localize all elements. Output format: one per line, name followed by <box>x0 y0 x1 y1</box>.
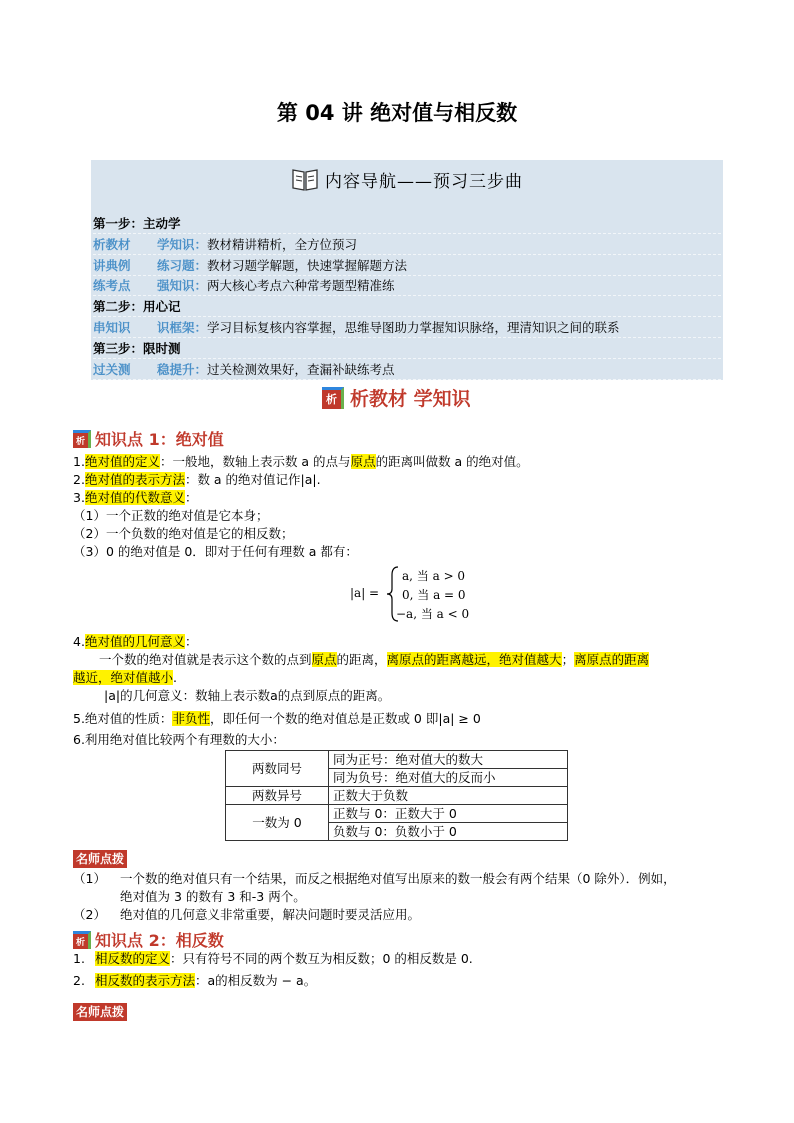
kp1-line-12: 6.利用绝对值比较两个有理数的大小： <box>73 732 285 747</box>
table-cell: 正数大于负数 <box>329 787 568 805</box>
table-cell: 一数为 0 <box>226 805 329 841</box>
nav-row: 过关测 稳提升：过关检测效果好，查漏补缺练考点 <box>93 360 721 380</box>
compare-table <box>225 750 568 841</box>
kp2-line-1: 1. 相反数的定义：只有符号不同的两个数互为相反数；0 的相反数是 0. <box>73 951 473 966</box>
table-cell: 两数同号 <box>226 751 329 787</box>
tip-badge: 名师点拨 <box>73 1001 127 1020</box>
nav-title: 内容导航——预习三步曲 <box>325 171 523 192</box>
book-icon <box>291 166 319 192</box>
nav-header <box>91 162 723 200</box>
cube-icon: 析 <box>322 387 344 409</box>
kp1-line-7: 4.绝对值的几何意义： <box>73 634 198 649</box>
kp1-line-9: 越近，绝对值越小. <box>73 670 177 685</box>
kp2-line-2: 2. 相反数的表示方法：a的相反数为 − a。 <box>73 973 317 988</box>
table-cell: 两数异号 <box>226 787 329 805</box>
knowledge-point-title: 知识点 2：相反数 <box>95 931 224 950</box>
kp1-line-4: （1）一个正数的绝对值是它本身； <box>73 508 269 523</box>
kp1-line-3: 3.绝对值的代数意义： <box>73 490 198 505</box>
piecewise-formula <box>350 565 490 623</box>
kp1-line-11: 5.绝对值的性质：非负性，即任何一个数的绝对值总是正数或 0 即|a| ≥ 0 <box>73 711 481 726</box>
kp1-line-6: （3）0 的绝对值是 0．即对于任何有理数 a 都有： <box>73 544 358 559</box>
table-cell: 负数与 0：负数小于 0 <box>329 823 568 841</box>
formula-case-2: 0, 当 a = 0 <box>402 588 466 602</box>
cube-icon: 析 <box>73 430 91 448</box>
table-cell: 同为正号：绝对值大的数大 <box>329 751 568 769</box>
table-cell: 正数与 0：正数大于 0 <box>329 805 568 823</box>
page-title: 第 04 讲 绝对值与相反数 <box>276 101 518 125</box>
kp1-line-2: 2.绝对值的表示方法：数 a 的绝对值记作|a|. <box>73 472 321 487</box>
section-header <box>322 384 471 411</box>
table-cell: 同为负号：绝对值大的反而小 <box>329 769 568 787</box>
section-title: 析教材 学知识 <box>350 388 471 410</box>
kp1-line-8: 一个数的绝对值就是表示这个数的点到原点的距离，离原点的距离越远，绝对值越大；离原点的距离 <box>99 652 650 667</box>
nav-row: 析教材 学知识：教材精讲精析，全方位预习 <box>93 235 721 255</box>
tip-line-2: 绝对值为 3 的数有 3 和-3 两个。 <box>120 889 306 904</box>
tip-badge: 名师点拨 <box>73 848 127 867</box>
nav-row: 练考点 强知识：两大核心考点六种常考题型精准练 <box>93 276 721 296</box>
knowledge-point-2-header <box>73 928 224 951</box>
nav-row: 第一步：主动学 <box>93 214 721 234</box>
formula-case-1: a, 当 a > 0 <box>402 569 466 583</box>
kp1-line-5: （2）一个负数的绝对值是它的相反数； <box>73 526 294 541</box>
tip-line-3: （2） 绝对值的几何意义非常重要，解决问题时要灵活应用。 <box>73 907 420 922</box>
tip-line-1: （1） 一个数的绝对值只有一个结果，而反之根据绝对值写出原来的数一般会有两个结果（0 除外）．例如， <box>73 871 676 886</box>
knowledge-point-title: 知识点 1：绝对值 <box>95 430 224 449</box>
nav-row: 讲典例 练习题：教材习题学解题，快速掌握解题方法 <box>93 256 721 276</box>
nav-row: 串知识 识框架：学习目标复核内容掌握，思维导图助力掌握知识脉络，理清知识之间的联系 <box>93 318 721 338</box>
formula-lhs: |a| = <box>350 586 380 600</box>
kp1-line-10: |a|的几何意义：数轴上表示数a的点到原点的距离。 <box>104 688 391 703</box>
cube-icon: 析 <box>73 931 91 949</box>
nav-row: 第二步：用心记 <box>93 297 721 317</box>
formula-case-3: −a, 当 a < 0 <box>396 607 470 621</box>
knowledge-point-1-header <box>73 427 224 450</box>
kp1-line-1: 1.绝对值的定义：一般地，数轴上表示数 a 的点与原点的距离叫做数 a 的绝对值。 <box>73 454 529 469</box>
nav-row: 第三步：限时测 <box>93 339 721 359</box>
